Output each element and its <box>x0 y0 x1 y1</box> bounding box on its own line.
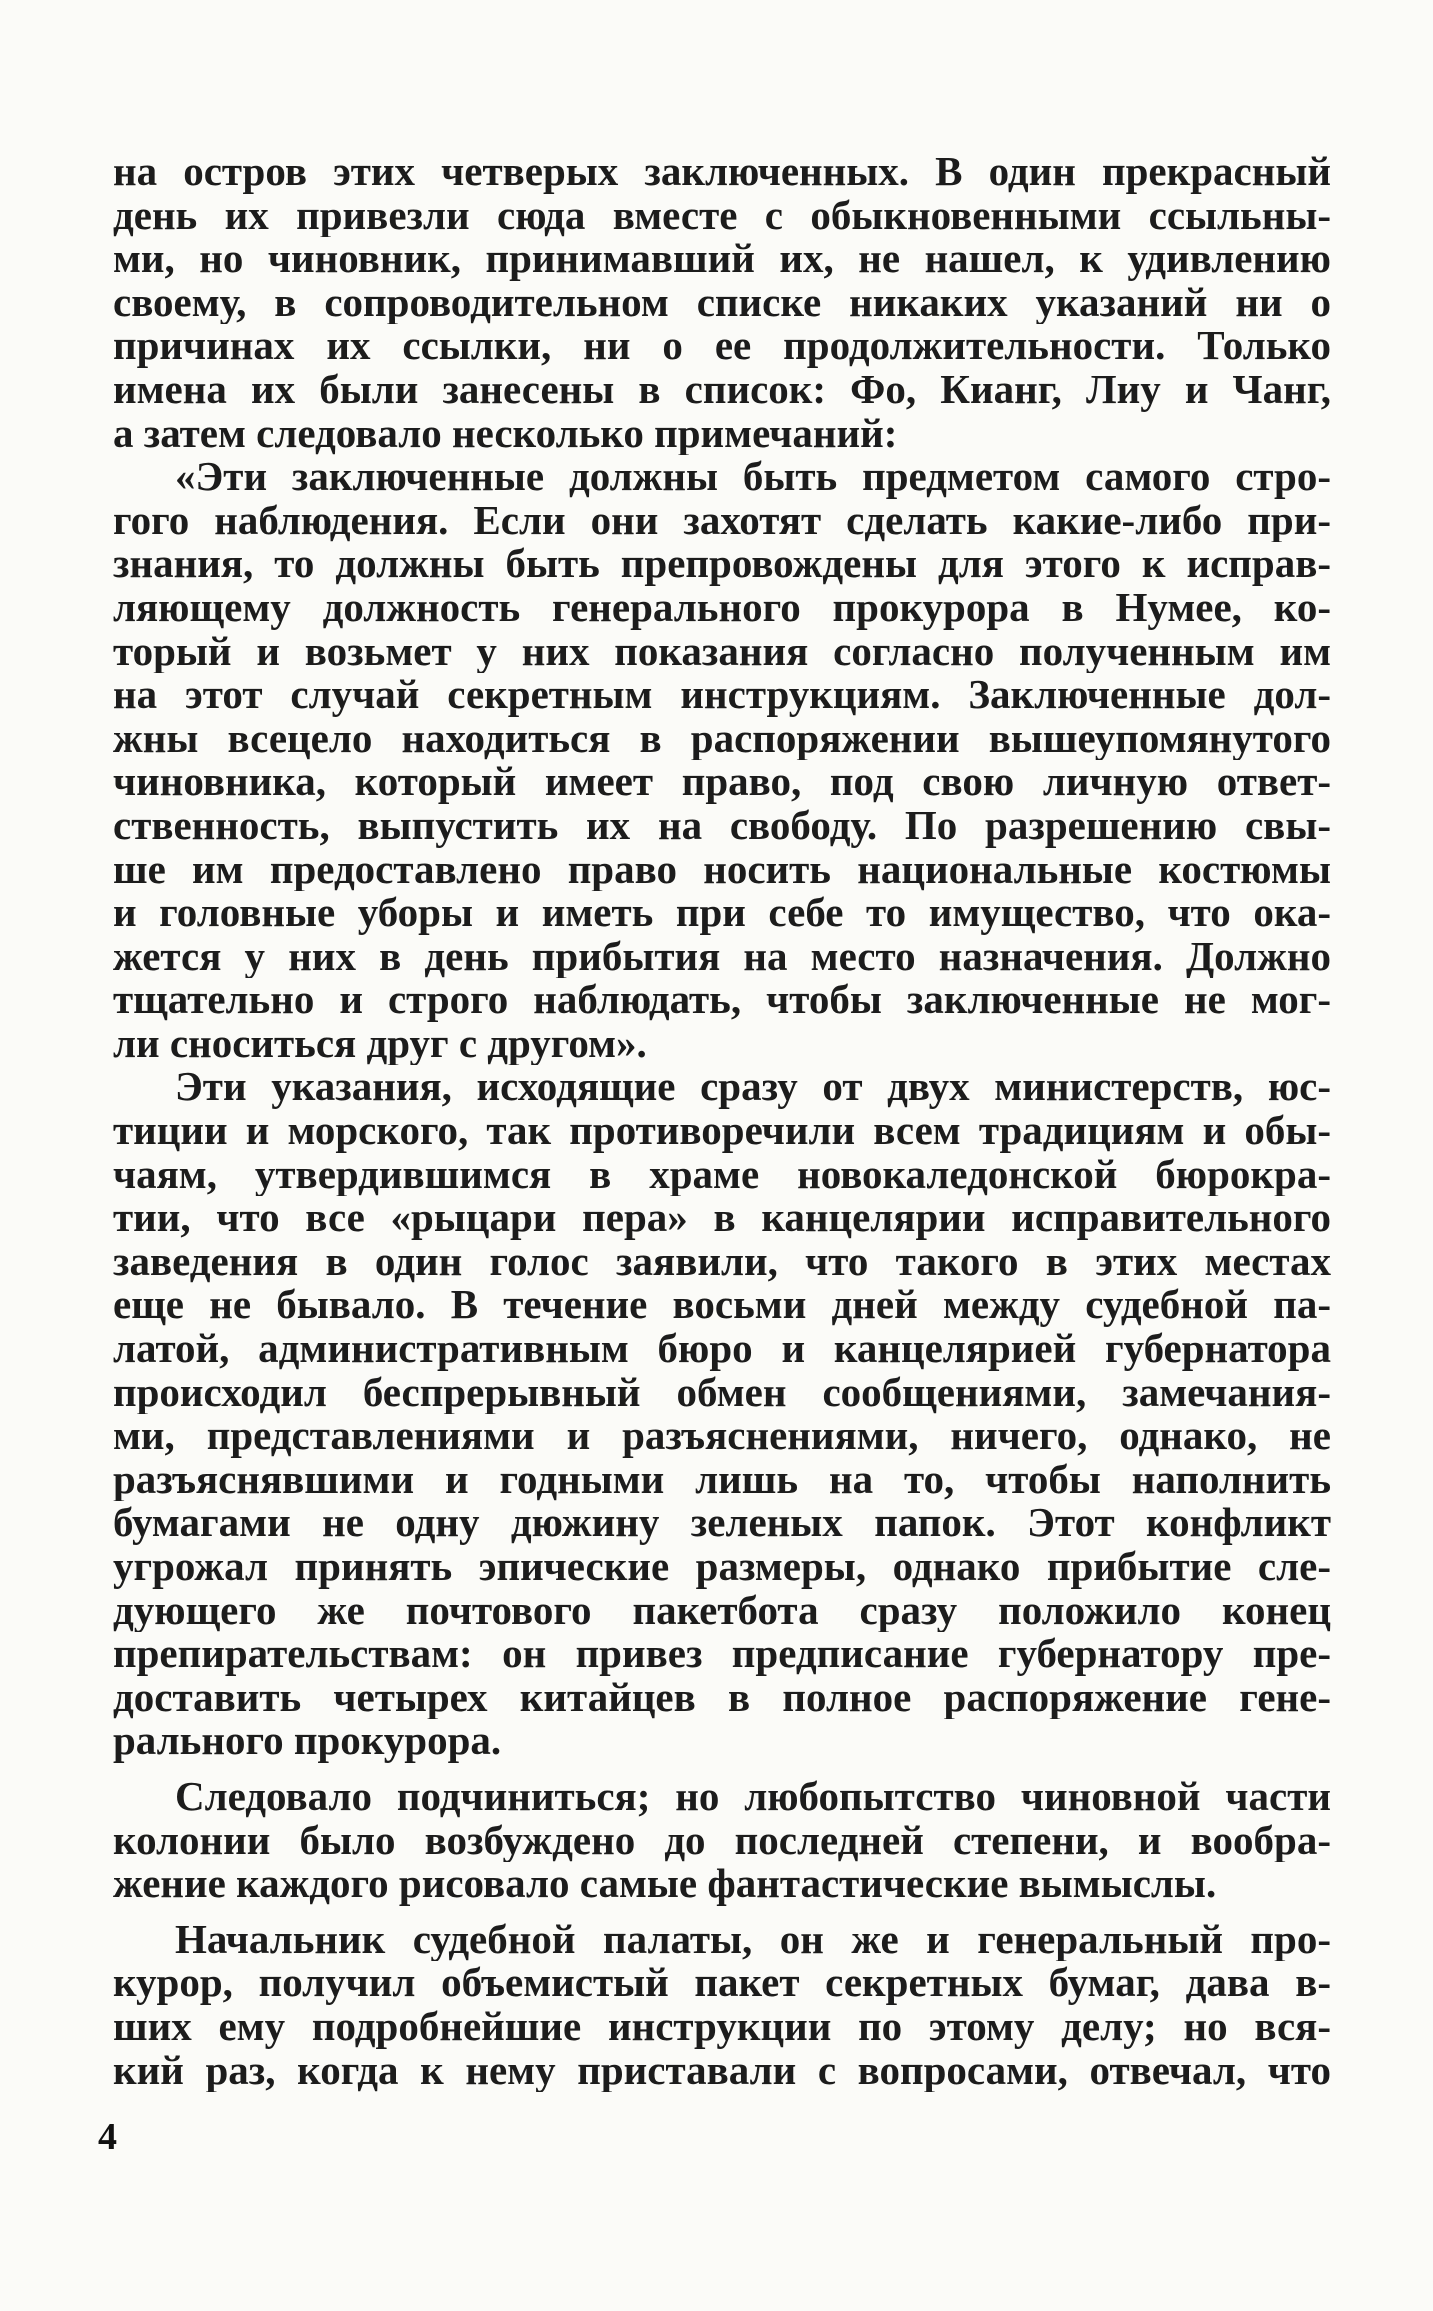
text-line: ми, представлениями и разъяснениями, ничего, однако, не <box>113 1414 1331 1458</box>
text-line: дующего же почтового пакетбота сразу положило конец <box>113 1588 1331 1633</box>
text-line: кий раз, когда к нему приставали с вопросами, отвечал, что <box>113 2048 1331 2093</box>
text-line: а затем следовало несколько примечаний: <box>113 411 898 456</box>
text-line: жение каждого рисовало самые фантастические вымыслы. <box>113 1862 1217 1906</box>
text-line: тиции и морского, так противоречили всем традициям и обы- <box>113 1109 1331 1153</box>
text-line: на остров этих четверых заключенных. В один прекрасный <box>113 150 1331 194</box>
text-line: колонии было возбуждено до последней степени, и вообра- <box>113 1818 1331 1863</box>
text-line: препирательствам: он привез предписание губернатору пре- <box>113 1632 1331 1676</box>
text-line: заведения в один голос заявили, что такого в этих местах <box>113 1239 1331 1284</box>
text-line: еще не бывало. В течение восьми дней между судебной па- <box>113 1283 1331 1328</box>
text-line: ственность, выпустить их на свободу. По разрешению свы- <box>113 803 1331 848</box>
text-line: причинах их ссылки, ни о ее продолжительности. Только <box>113 324 1331 368</box>
text-line: доставить четырех китайцев в полное распоряжение гене- <box>113 1675 1331 1720</box>
paragraph-3 <box>113 1065 1331 1763</box>
text-line: бумагами не одну дюжину зеленых папок. Этот конфликт <box>113 1501 1331 1545</box>
text-line: Начальник судебной палаты, он же и генеральный про- <box>175 1917 1331 1962</box>
page-body-text <box>113 150 1331 2092</box>
text-line: ших ему подробнейшие инструкции по этому делу; но вся- <box>113 2004 1331 2049</box>
text-line: Эти указания, исходящие сразу от двух министерств, юс- <box>175 1065 1331 1110</box>
text-line: жется у них в день прибытия на место назначения. Должно <box>113 934 1331 979</box>
text-line: день их привезли сюда вместе с обыкновенными ссыльны- <box>113 193 1331 238</box>
text-line: ми, но чиновник, принимавший их, не нашел, к удивлению <box>113 237 1331 281</box>
text-line: угрожал принять эпические размеры, однако прибытие сле- <box>113 1545 1331 1589</box>
text-line: ляющему должность генерального прокурора в Нумее, ко- <box>113 585 1331 630</box>
text-line: имена их были занесены в список: Фо, Кианг, Лиу и Чанг, <box>113 367 1331 412</box>
text-line: происходил беспрерывный обмен сообщениями, замечания- <box>113 1370 1331 1415</box>
text-line: разъяснявшими и годными лишь на то, чтобы наполнить <box>113 1457 1331 1502</box>
text-line: жны всецело находиться в распоряжении вышеупомянутого <box>113 716 1331 761</box>
text-line: знания, то должны быть препровождены для этого к исправ- <box>113 542 1331 586</box>
text-line: ше им предоставлено право носить национальные костюмы <box>113 847 1331 892</box>
text-line: ли сноситься друг с другом». <box>113 1021 647 1066</box>
paragraph-5 <box>113 1918 1331 2092</box>
text-line: тщательно и строго наблюдать, чтобы заключенные не мог- <box>113 978 1331 1022</box>
text-line: своему, в сопроводительном списке никаких указаний ни о <box>113 280 1331 325</box>
text-line: гого наблюдения. Если они захотят сделать какие-либо при- <box>113 498 1331 543</box>
page-number: 4 <box>98 2116 117 2158</box>
text-line: чаям, утвердившимся в храме новокаледонской бюрокра- <box>113 1152 1331 1197</box>
text-line: курор, получил объемистый пакет секретных бумаг, дава в- <box>113 1961 1331 2005</box>
text-line: чиновника, который имеет право, под свою личную ответ- <box>113 760 1331 804</box>
text-line: торый и возьмет у них показания согласно полученным им <box>113 629 1331 674</box>
text-line: рального прокурора. <box>113 1719 502 1763</box>
text-line: «Эти заключенные должны быть предметом самого стро- <box>175 455 1331 499</box>
text-line: латой, административным бюро и канцелярией губернатора <box>113 1327 1331 1371</box>
paragraph-1 <box>113 150 1331 455</box>
text-line: тии, что все «рыцари пера» в канцелярии исправительного <box>113 1196 1331 1240</box>
paragraph-2-quote <box>113 455 1331 1065</box>
text-line: и головные уборы и иметь при себе то имущество, что ока- <box>113 891 1331 935</box>
text-line: на этот случай секретным инструкциям. Заключенные дол- <box>113 673 1331 717</box>
text-line: Следовало подчиниться; но любопытство чиновной части <box>175 1774 1331 1819</box>
paragraph-4 <box>113 1775 1331 1906</box>
